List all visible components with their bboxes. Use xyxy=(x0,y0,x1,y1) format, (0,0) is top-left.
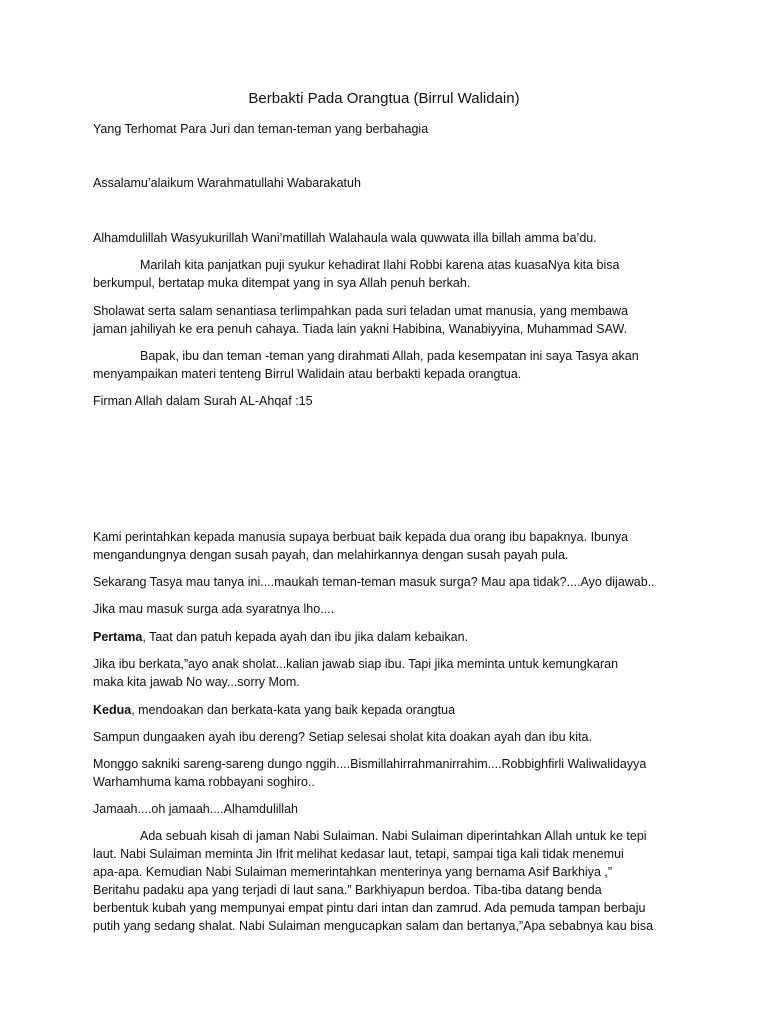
sekarang-line: Sekarang Tasya mau tanya ini....maukah teman-teman masuk surga? Mau apa tidak?....Ayo dijawab.. xyxy=(93,575,655,589)
text-line: Monggo sakniki sareng-sareng dungo nggih....Bismillahirrahmanirrahim....Robbighfirli Waliwalidayya xyxy=(93,757,647,771)
paragraph-jika-ibu xyxy=(93,655,683,691)
text-line: Marilah kita panjatkan puji syukur kehadirat Ilahi Robbi karena atas kuasaNya kita bisa xyxy=(140,258,620,272)
pertama-label: Pertama xyxy=(93,630,143,644)
kedua-text: , mendoakan dan berkata-kata yang baik kepada orangtua xyxy=(131,703,456,717)
salam-line: Assalamu’alaikum Warahmatullahi Wabarakatuh xyxy=(93,176,361,190)
kedua-label: Kedua xyxy=(93,703,132,717)
text-line: menyampaikan materi tenteng Birrul Walidain atau berbakti kepada orangtua. xyxy=(93,367,522,381)
text-line: mengandungnya dengan susah payah, dan melahirkannya dengan susah payah pula. xyxy=(93,548,569,562)
paragraph-sholawat xyxy=(93,302,683,338)
text-line: Sholawat serta salam senantiasa terlimpahkan pada suri teladan umat manusia, yang membawa xyxy=(93,304,629,318)
text-line: Bapak, ibu dan teman -teman yang dirahmati Allah, pada kesempatan ini saya Tasya akan xyxy=(140,349,639,363)
paragraph-kisah xyxy=(93,827,683,935)
greeting-line: Yang Terhomat Para Juri dan teman-teman yang berbahagia xyxy=(93,122,429,136)
jamaah-line: Jamaah....oh jamaah....Alhamdulillah xyxy=(93,802,298,816)
pertama-line xyxy=(93,628,683,646)
paragraph-monggo xyxy=(93,755,683,791)
pertama-text: , Taat dan patuh kepada ayah dan ibu jika dalam kebaikan. xyxy=(142,630,469,644)
text-line: apa-apa. Kemudian Nabi Sulaiman memerintahkan menterinya yang bernama Asif Barkhiya ,” xyxy=(93,865,613,879)
text-line: Kami perintahkan kepada manusia supaya berbuat baik kepada dua orang ibu bapaknya. Ibunya xyxy=(93,530,629,544)
jika-mau-line: Jika mau masuk surga ada syaratnya lho.... xyxy=(93,602,335,616)
text-line: laut. Nabi Sulaiman meminta Jin Ifrit melihat kedasar laut, tetapi, sampai tiga kali tidak menemui xyxy=(93,847,624,861)
sampun-line: Sampun dungaaken ayah ibu dereng? Setiap selesai sholat kita doakan ayah dan ibu kita. xyxy=(93,730,592,744)
hamdalah-line: Alhamdulillah Wasyukurillah Wani’matillah Walahaula wala quwwata illa billah amma ba’du. xyxy=(93,231,597,245)
text-line: Beritahu padaku apa yang terjadi di laut sana.” Barkhiyapun berdoa. Tiba-tiba datang benda xyxy=(93,883,602,897)
document-title: Berbakti Pada Orangtua (Birrul Walidain) xyxy=(248,90,520,107)
paragraph-kami xyxy=(93,528,683,564)
text-line: Warhamhuma kama robbayani soghiro.. xyxy=(93,775,315,789)
kedua-line xyxy=(93,701,683,719)
paragraph-marilah xyxy=(93,256,683,292)
text-line: berkumpul, bertatap muka ditempat yang in sya Allah penuh berkah. xyxy=(93,276,471,290)
paragraph-bapak xyxy=(93,347,683,383)
text-line: Ada sebuah kisah di jaman Nabi Sulaiman. Nabi Sulaiman diperintahkan Allah untuk ke tepi xyxy=(140,829,647,843)
text-line: putih yang sedang shalat. Nabi Sulaiman mengucapkan salam dan bertanya,”Apa sebabnya kau bisa xyxy=(93,919,654,933)
text-line: jaman jahiliyah ke era penuh cahaya. Tiada lain yakni Habibina, Wanabiyyina, Muhammad SAW. xyxy=(93,322,628,336)
text-line: berbentuk kubah yang mempunyai empat pintu dari intan dan zamrud. Ada pemuda tampan berbaju xyxy=(93,901,646,915)
text-line: maka kita jawab No way...sorry Mom. xyxy=(93,675,300,689)
firman-line: Firman Allah dalam Surah AL-Ahqaf :15 xyxy=(93,394,313,408)
text-line: Jika ibu berkata,”ayo anak sholat...kalian jawab siap ibu. Tapi jika meminta untuk kemungkaran xyxy=(93,657,619,671)
